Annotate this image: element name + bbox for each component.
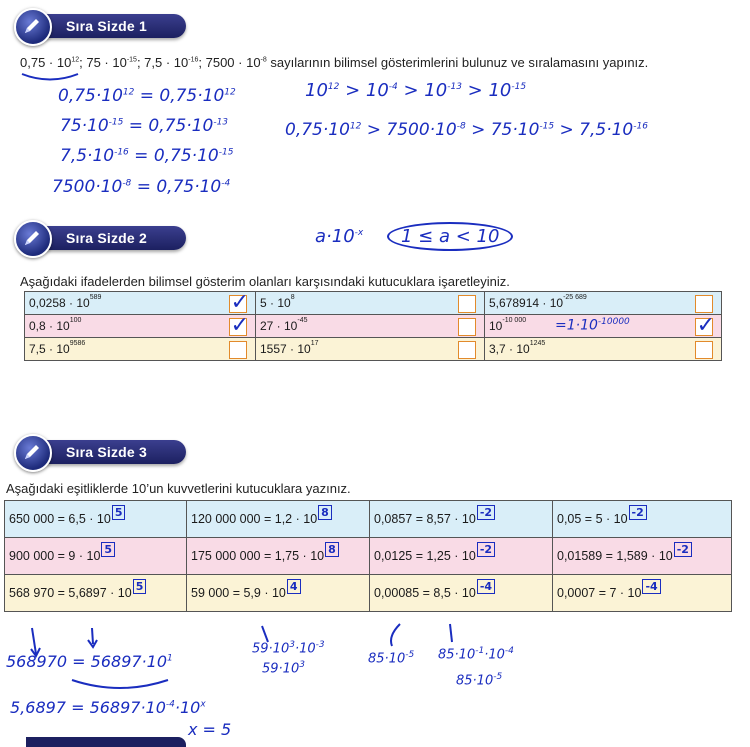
checkbox[interactable]	[695, 295, 713, 313]
hw-definition: $a\cdot 10^{-x}$ 1 ≤ a < 10	[315, 222, 513, 251]
answer-box[interactable]: 4	[287, 579, 301, 594]
hw-line-1: $0,75\cdot 10^{12} = 0,75\cdot 10^{12}$	[58, 86, 236, 106]
section1-title: Sıra Sizde 1	[66, 18, 147, 34]
section3-title: Sıra Sizde 3	[66, 444, 147, 460]
next-banner-edge	[26, 737, 186, 747]
checkbox[interactable]	[458, 341, 476, 359]
hw-order-2: $0,75\cdot 10^{12} > 7500\cdot 10^{-8} > 75\cdot 10^{-15} > 7,5\cdot 10^{-16}$	[285, 120, 648, 140]
check-mark: ✓	[696, 313, 715, 338]
section1-question: $0,75 \cdot 10^{12}$; $75 \cdot 10^{-15}$; $7,5 \cdot 10^{-16}$; $7500 \cdot 10^{-8}$ sayılarının bilimsel gösterimlerini bulunuz ve sıralamasını yapınız.	[20, 55, 649, 70]
pencil-icon	[14, 220, 52, 258]
answer-box[interactable]: -2	[477, 505, 495, 520]
hw-underline	[70, 676, 170, 692]
hw-work-1: $568970 = 56897\cdot 10^1$	[6, 652, 173, 671]
section2-title: Sıra Sizde 2	[66, 230, 147, 246]
check-mark: ✓	[230, 313, 249, 338]
answer-box[interactable]: -2	[477, 542, 495, 557]
hw-work-3: x = 5	[188, 720, 232, 739]
answer-box[interactable]: 5	[112, 505, 126, 520]
checkbox[interactable]	[695, 341, 713, 359]
checkbox[interactable]	[229, 341, 247, 359]
hw-work-8: $85\cdot 10^{-5}$	[456, 672, 503, 689]
hw-work-5: $59\cdot 10^3$	[262, 660, 305, 677]
hw-annotation: $=1\cdot 10^{-10000}$	[555, 317, 630, 334]
answer-box[interactable]: -2	[674, 542, 692, 557]
hw-work-7: $85\cdot 10^{-1}\cdot 10^{-4}$	[438, 646, 514, 663]
answer-box[interactable]: 5	[101, 542, 115, 557]
checkbox[interactable]	[458, 318, 476, 336]
hw-order-1: $10^{12} > 10^{-4} > 10^{-13} > 10^{-15}$	[305, 80, 527, 101]
underline-mark	[20, 71, 80, 83]
answer-box[interactable]: -2	[629, 505, 647, 520]
checkbox[interactable]	[458, 295, 476, 313]
pencil-icon	[14, 8, 52, 46]
answer-box[interactable]: 8	[325, 542, 339, 557]
pencil-icon	[14, 434, 52, 472]
hw-line-2: $75\cdot 10^{-15} = 0,75\cdot 10^{-13}$	[60, 116, 229, 136]
hw-work-6: $85\cdot 10^{-5}$	[368, 650, 415, 667]
check-mark: ✓	[230, 290, 249, 315]
section3-table: 650 000 = 6,5 · 10 5 120 000 000 = 1,2 · 10 8 0,0857 = 8,57 · 10 -2 0,05 = 5 · 10 -2 900 000 = 9 · 10 5 175 000 000 = 1,75 · 10 8 0,0125 = 1,25 · 10 -2 0,01589 = 1,589 · 10 -2 568 970 = 5,6897 · 10 5 59 000 = 5,9 · 10 4 0,00085 = 8,5 · 10 -4 0,0007 = 7 · 10 -4	[4, 500, 732, 612]
section2-table: $0,0258 \cdot 10^{589}$ ✓ $5 \cdot 10^8$ $5,678914 \cdot 10^{-25 689}$ $0,8 \cdot 10^{100}$ ✓ $27 \cdot 10^{-45}$ $10^{-10 000}$ $=1\cdot 10^{-10000}$ ✓ $7,5 \cdot 10^{9586}$ $1557 \cdot 10^{17}$ $3,7 \cdot 10^{1245}$	[24, 291, 722, 361]
hw-line-4: $7500\cdot 10^{-8} = 0,75\cdot 10^{-4}$	[52, 177, 231, 197]
hw-work-4: $59\cdot 10^3\cdot 10^{-3}$	[252, 640, 325, 657]
hw-line-3: $7,5\cdot 10^{-16} = 0,75\cdot 10^{-15}$	[60, 146, 234, 166]
hw-condition: 1 ≤ a < 10	[387, 222, 513, 251]
answer-box[interactable]: -4	[477, 579, 495, 594]
section3-question: Aşağıdaki eşitliklerde 10’un kuvvetlerini kutucuklara yazınız.	[6, 481, 351, 496]
section2-question: Aşağıdaki ifadelerden bilimsel gösterim olanları karşısındaki kutucuklara işaretleyiniz.	[20, 274, 510, 289]
hw-work-2: $5,6897 = 56897\cdot 10^{-4}\cdot 10^x$	[10, 698, 206, 717]
answer-box[interactable]: 8	[318, 505, 332, 520]
answer-box[interactable]: -4	[642, 579, 660, 594]
answer-box[interactable]: 5	[133, 579, 147, 594]
